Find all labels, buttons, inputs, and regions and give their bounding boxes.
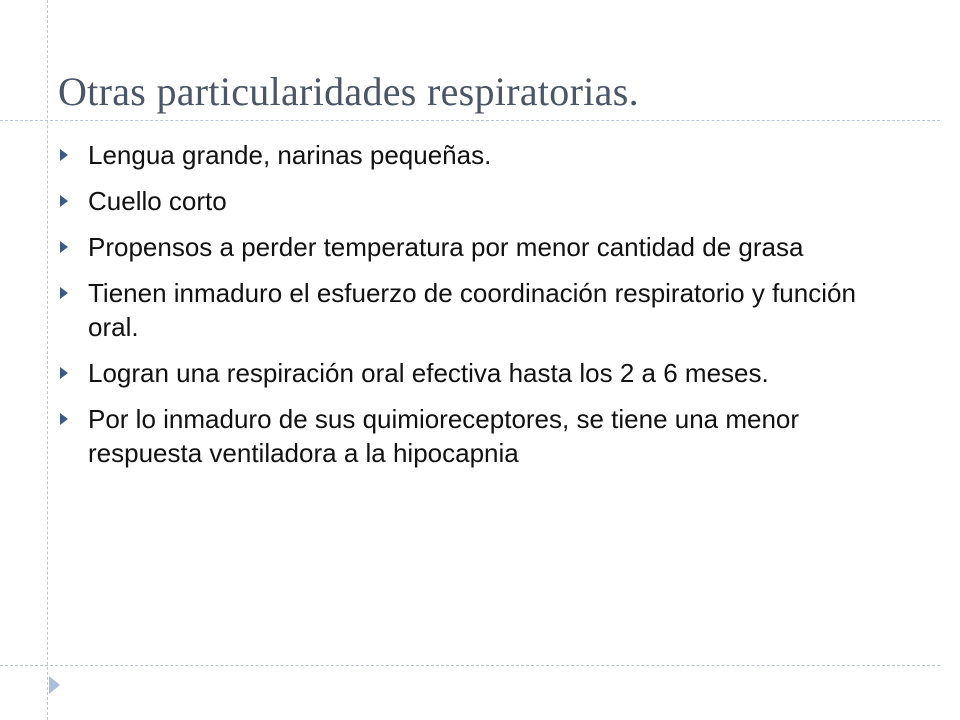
bullet-item	[58, 276, 898, 344]
bullet-text: Tienen inmaduro el esfuerzo de coordinación respiratorio y función oral.	[88, 278, 856, 342]
triangle-right-icon	[60, 367, 68, 379]
bullet-list	[58, 138, 898, 482]
bullet-item	[58, 356, 898, 390]
bullet-text: Cuello corto	[88, 186, 227, 216]
bullet-item	[58, 402, 898, 470]
bullet-item	[58, 138, 898, 172]
footer-divider-line	[0, 665, 940, 666]
vertical-guide-line	[47, 0, 48, 720]
bullet-text: Por lo inmaduro de sus quimioreceptores, se tiene una menor respuesta ventiladora a la hipocapnia	[88, 404, 800, 468]
triangle-right-icon	[60, 241, 68, 253]
bullet-text: Lengua grande, narinas pequeñas.	[88, 140, 492, 170]
bullet-item	[58, 230, 898, 264]
bullet-text: Logran una respiración oral efectiva hasta los 2 a 6 meses.	[88, 358, 769, 388]
bullet-item	[58, 184, 898, 218]
slide-title: Otras particularidades respiratorias.	[58, 69, 639, 114]
footer-triangle-icon	[49, 676, 60, 694]
triangle-right-icon	[60, 149, 68, 161]
bullet-text: Propensos a perder temperatura por menor cantidad de grasa	[88, 232, 804, 262]
triangle-right-icon	[60, 195, 68, 207]
title-divider-line	[0, 120, 940, 121]
triangle-right-icon	[60, 287, 68, 299]
triangle-right-icon	[60, 413, 68, 425]
